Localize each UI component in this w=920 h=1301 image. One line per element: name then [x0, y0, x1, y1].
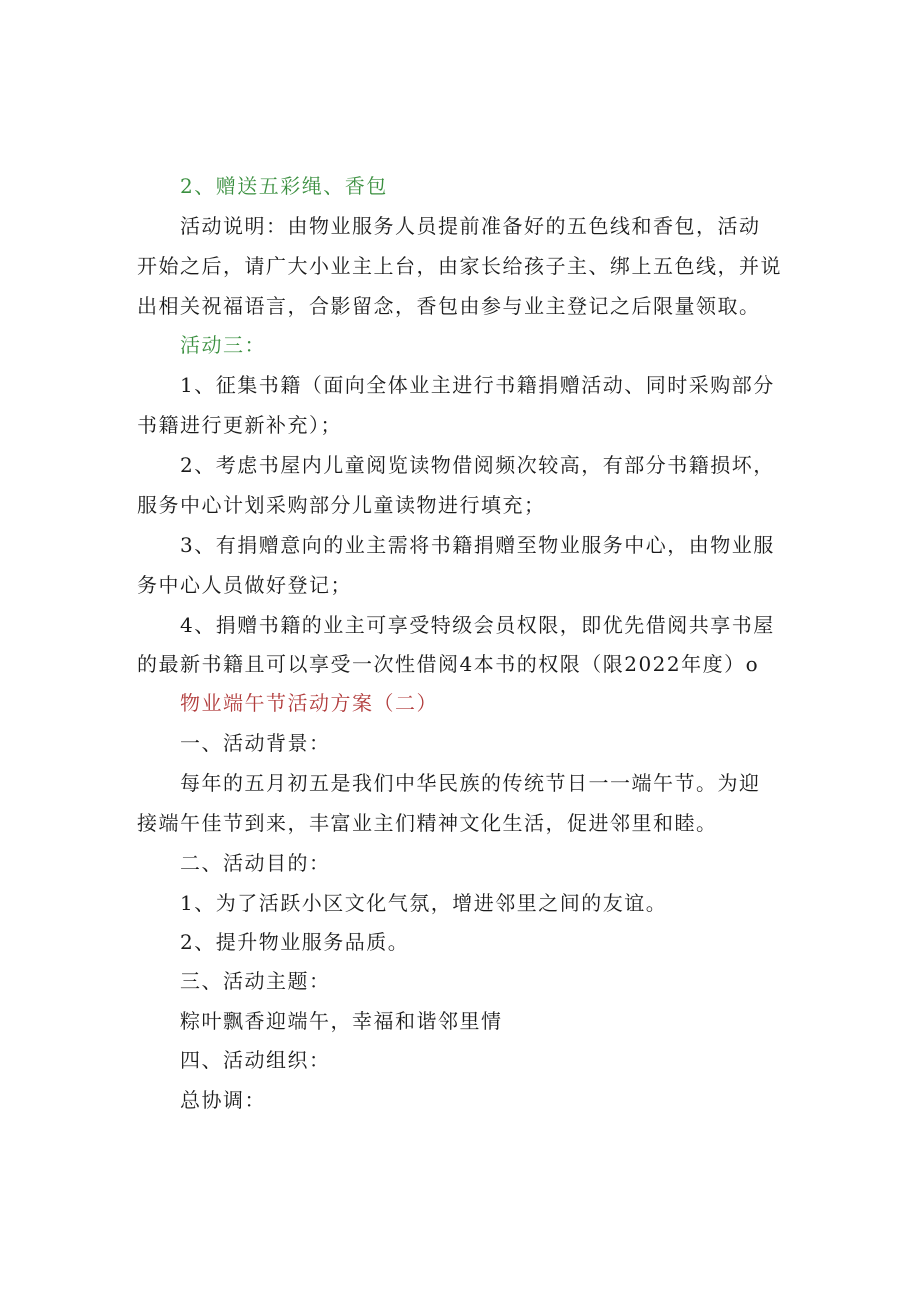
list-item-line: 2、考虑书屋内儿童阅览读物借阅频次较高，有部分书籍损坏， [180, 453, 775, 477]
section-heading-purpose: 二、活动目的： [180, 851, 331, 875]
list-item-line: 书籍进行更新补充）； [137, 413, 342, 437]
section-heading-background: 一、活动背景： [180, 731, 331, 755]
list-item-line: 3、有捐赠意向的业主需将书籍捐赠至物业服务中心，由物业服 [180, 533, 775, 557]
paragraph-line: 接端午佳节到来，丰富业主们精神文化生活，促进邻里和睦。 [137, 811, 718, 835]
list-item-line: 2、提升物业服务品质。 [180, 930, 410, 954]
coordinator-label: 总协调： [180, 1088, 266, 1112]
paragraph-line: 每年的五月初五是我们中华民族的传统节日一一端午节。为迎 [180, 771, 761, 795]
list-item-line: 务中心人员做好登记； [137, 573, 352, 597]
section-heading-gift: 2、赠送五彩绳、香包 [180, 174, 388, 198]
list-item-line: 1、为了活跃小区文化气氛，增进邻里之间的友谊。 [180, 891, 668, 915]
list-item-line: 4、捐赠书籍的业主可享受特级会员权限，即优先借阅共享书屋 [180, 613, 775, 637]
list-item-line: 服务中心计划采购部分儿童读物进行填充； [137, 493, 546, 517]
list-item-line: 的最新书籍且可以享受一次性借阅4本书的权限（限2022年度）o [137, 652, 760, 676]
section-heading-organization: 四、活动组织： [180, 1048, 331, 1072]
section-heading-theme: 三、活动主题： [180, 969, 331, 993]
list-item-line: 1、征集书籍（面向全体业主进行书籍捐赠活动、同时采购部分 [180, 373, 775, 397]
paragraph-line: 出相关祝福语言，合影留念，香包由参与业主登记之后限量领取。 [137, 294, 761, 318]
theme-text: 粽叶飘香迎端午，幸福和谐邻里情 [180, 1009, 503, 1033]
paragraph-line: 开始之后，请广大小业主上台，由家长给孩子主、绑上五色线，并说 [137, 254, 782, 278]
paragraph-line: 活动说明：由物业服务人员提前准备好的五色线和香包，活动 [180, 214, 761, 238]
plan-title: 物业端午节活动方案（二） [180, 691, 438, 715]
section-heading-activity3: 活动三： [180, 333, 266, 357]
